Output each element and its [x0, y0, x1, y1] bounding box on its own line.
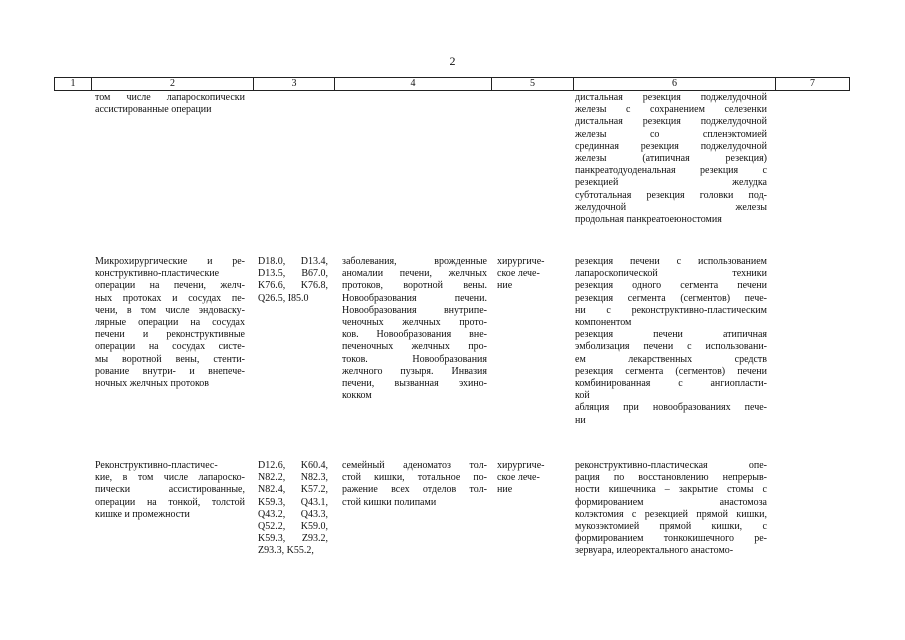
cell-line: ных протоках и сосудах пе- [95, 292, 245, 304]
cell-line: операции на сосудах систе- [95, 341, 245, 353]
table-cell-row3-col5 [497, 460, 563, 497]
cell-line: компонентом [575, 317, 632, 329]
cell-line: Q52.2, K59.0, [258, 521, 328, 533]
cell-line: желчного пузыря. Инвазия [342, 365, 487, 377]
cell-line: кокком [342, 390, 372, 402]
cell-line: кишке и промежности [95, 508, 190, 520]
cell-line: панкреатодуоденальная резекция с [575, 165, 767, 177]
cell-line: K76.6, K76.8, [258, 280, 328, 292]
cell-line: стой кишки, тотальное по- [342, 472, 487, 484]
cell-line: лапароскопической техники [575, 268, 767, 280]
cell-line: формированием анастомоза [575, 496, 767, 508]
cell-line: семейный аденоматоз тол- [342, 460, 487, 471]
cell-line: кие, в том числе лапароско- [95, 472, 245, 484]
table-cell-row3-col3 [258, 460, 328, 558]
cell-line: D18.0, D13.4, [258, 256, 328, 267]
cell-line: резекция сегмента (сегментов) печени [575, 365, 767, 377]
cell-line: Q26.5, I85.0 [258, 292, 309, 304]
cell-line: абляция при новообразованиях пече- [575, 402, 767, 414]
header-col-1: 1 [54, 78, 91, 90]
cell-line: формированием тонкокишечного ре- [575, 533, 767, 545]
table-cell-row3-col6 [575, 460, 767, 558]
cell-line: ни с реконструктивно-пластическим [575, 304, 767, 316]
table-cell-row3-col2 [95, 460, 245, 521]
cell-line: резекцией желудка [575, 177, 767, 189]
cell-line: ское лече- [497, 268, 540, 280]
cell-line: K59.3, Z93.2, [258, 533, 328, 545]
header-col-5: 5 [491, 78, 573, 90]
cell-line: срединная резекция поджелудочной [575, 140, 767, 152]
cell-line: мы воротной вены, стенти- [95, 353, 245, 365]
cell-line: ние [497, 484, 513, 496]
cell-line: ков. Новообразования вне- [342, 329, 487, 341]
cell-line: ности кишечника – закрытие стомы с [575, 484, 767, 496]
cell-line: Z93.3, K55.2, [258, 545, 314, 557]
cell-line: резекция печени с использованием [575, 256, 767, 267]
cell-line: хирургиче- [497, 256, 545, 267]
cell-line: субтотальная резекция головки под- [575, 189, 767, 201]
cell-line: токов. Новообразования [342, 353, 487, 365]
cell-line: печени, вызванная эхино- [342, 378, 487, 390]
cell-line: дистальная резекция поджелудочной [575, 92, 767, 103]
cell-line: рация по восстановлению непрерыв- [575, 472, 767, 484]
cell-line: железы со спленэктомией [575, 128, 767, 140]
cell-line: ассистированные операции [95, 104, 212, 116]
cell-line: комбинированная с ангиопласти- [575, 378, 767, 390]
cell-line: Новообразования печени. [342, 292, 487, 304]
cell-line: Новообразования внутрипе- [342, 304, 487, 316]
cell-line: операции на тонкой, толстой [95, 496, 245, 508]
header-col-6: 6 [573, 78, 775, 90]
table-cell-row1-col6 [575, 92, 767, 226]
cell-line: чени, в том числе эндоваску- [95, 304, 245, 316]
cell-line: ни [575, 414, 586, 426]
cell-line: D12.6, K60.4, [258, 460, 328, 471]
cell-line: печени и реконструктивные [95, 329, 245, 341]
cell-line: продольная панкреатоеюностомия [575, 214, 722, 226]
cell-line: D13.5, B67.0, [258, 268, 328, 280]
cell-line: зервуара, илеоректального анастомо- [575, 545, 734, 557]
cell-line: конструктивно-пластические [95, 268, 220, 280]
cell-line: стой кишки полипами [342, 496, 437, 508]
cell-line: железы (атипичная резекция) [575, 153, 767, 165]
cell-line: ченочных желчных прото- [342, 317, 487, 329]
cell-line: резекция сегмента (сегментов) пече- [575, 292, 767, 304]
cell-line: Q43.2, Q43.3, [258, 508, 328, 520]
cell-line: эмболизация печени с использовани- [575, 341, 767, 353]
cell-line: железы с сохранением селезенки [575, 104, 767, 116]
cell-line: Реконструктивно-пластичес- [95, 460, 218, 471]
cell-line: резекция одного сегмента печени [575, 280, 767, 292]
cell-line: аномалии печени, желчных [342, 268, 487, 280]
table-cell-row3-col4 [342, 460, 487, 509]
cell-line: ражение всех отделов тол- [342, 484, 487, 496]
cell-line: N82.2, N82.3, [258, 472, 328, 484]
page-number: 2 [449, 54, 456, 68]
cell-line: ское лече- [497, 472, 540, 484]
cell-line: желудочной железы [575, 201, 767, 213]
cell-line: K59.3, Q43.1, [258, 496, 328, 508]
cell-line: мукозэктомией прямой кишки, с [575, 521, 767, 533]
table-cell-row2-col3 [258, 256, 328, 305]
cell-line: хирургиче- [497, 460, 545, 471]
cell-line: печеночных желчных про- [342, 341, 487, 353]
table-cell-row2-col5 [497, 256, 563, 293]
cell-line: пически ассистированные, [95, 484, 245, 496]
cell-line: дистальная резекция поджелудочной [575, 116, 767, 128]
table-header-row [54, 77, 850, 91]
header-col-3: 3 [253, 78, 334, 90]
cell-line: ем лекарственных средств [575, 353, 767, 365]
table-cell-row2-col4 [342, 256, 487, 402]
cell-line: резекция печени атипичная [575, 329, 767, 341]
header-col-4: 4 [334, 78, 491, 90]
header-col-2: 2 [91, 78, 253, 90]
header-col-7: 7 [775, 78, 850, 90]
table-cell-row2-col6 [575, 256, 767, 427]
cell-line: протоков, воротной вены. [342, 280, 487, 292]
cell-line: кой [575, 390, 590, 402]
cell-line: операции на печени, желч- [95, 280, 245, 292]
cell-line: лярные операции на сосудах [95, 317, 245, 329]
cell-line: колэктомия с резекцией прямой кишки, [575, 508, 767, 520]
cell-line: том числе лапароскопически [95, 92, 245, 103]
cell-line: заболевания, врожденные [342, 256, 487, 267]
cell-line: ночных желчных протоков [95, 378, 210, 390]
table-cell-row2-col2 [95, 256, 245, 390]
cell-line: ние [497, 280, 513, 292]
table-cell-row1-col2 [95, 92, 245, 116]
cell-line: Микрохирургические и ре- [95, 256, 245, 267]
cell-line: реконструктивно-пластическая опе- [575, 460, 767, 471]
cell-line: N82.4, K57.2, [258, 484, 328, 496]
cell-line: рование внутри- и внепече- [95, 365, 245, 377]
